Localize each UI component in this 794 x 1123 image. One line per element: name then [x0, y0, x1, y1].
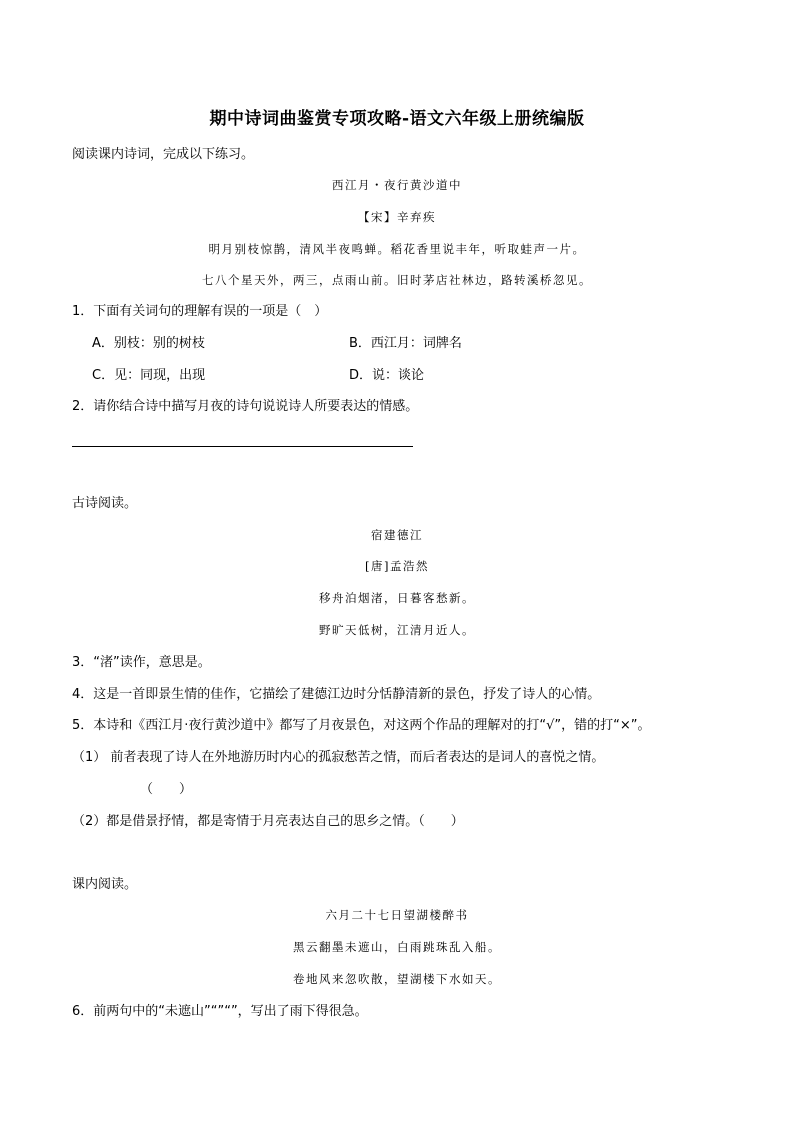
poem2-title: 宿建德江 [371, 528, 423, 542]
poem1-title: 西江月・夜行黄沙道中 [332, 178, 462, 192]
poem1-line1: 明月别枝惊鹊，清风半夜鸣蝉。稻花香里说丰年，听取蛙声一片。 [208, 242, 586, 256]
q1-option-c: C．见：同现，出现 [92, 368, 206, 383]
question-4: 4．这是一首即景生情的佳作，它描绘了建德江边时分恬静清新的景色，抒发了诗人的心情。 [72, 687, 601, 702]
question-6: 6．前两句中的“未遮山”“”“”，写出了雨下得很急。 [72, 1004, 368, 1019]
poem2-line2: 野旷天低树，江清月近人。 [319, 623, 475, 637]
document-title: 期中诗词曲鉴赏专项攻略-语文六年级上册统编版 [209, 109, 585, 129]
poem3-line2: 卷地风来忽吹散，望湖楼下水如天。 [293, 972, 501, 986]
section3-intro: 课内阅读。 [72, 877, 138, 892]
q1-option-a: A．别枝：别的树枝 [92, 336, 205, 351]
poem1-author: 【宋】辛弃疾 [358, 210, 436, 224]
answer-line[interactable] [72, 446, 413, 447]
poem2-line1: 移舟泊烟渚，日暮客愁新。 [319, 591, 475, 605]
question-5-2: （2）都是借景抒情，都是寄情于月亮表达自己的思乡之情。（ ） [72, 814, 464, 829]
section1-intro: 阅读课内诗词，完成以下练习。 [72, 147, 255, 162]
poem3-line1: 黑云翻墨未遮山，白雨跳珠乱入船。 [293, 940, 501, 954]
question-3: 3．“渚”读作，意思是。 [72, 655, 211, 670]
question-5-1: （1） 前者表现了诗人在外地游历时内心的孤寂愁苦之情，而后者表达的是词人的喜悦之情。 [72, 750, 605, 765]
poem1-line2: 七八个星天外，两三，点雨山前。旧时茅店社林边，路转溪桥忽见。 [202, 273, 592, 287]
poem3-title: 六月二十七日望湖楼醉书 [325, 908, 469, 922]
question-5-1-blank[interactable]: （ ） [140, 782, 193, 797]
section2-intro: 古诗阅读。 [72, 496, 138, 511]
question-2: 2．请你结合诗中描写月夜的诗句说说诗人所要表达的情感。 [72, 399, 419, 414]
q1-option-b: B．西江月：词牌名 [349, 336, 462, 351]
poem2-author: [唐]孟浩然 [365, 559, 429, 573]
q1-option-d: D．说：谈论 [349, 368, 425, 383]
question-5: 5．本诗和《西江月·夜行黄沙道中》都写了月夜景色，对这两个作品的理解对的打“√”，错的打“×”。 [72, 718, 651, 733]
question-1: 1．下面有关词句的理解有误的一项是（ ） [72, 304, 328, 319]
